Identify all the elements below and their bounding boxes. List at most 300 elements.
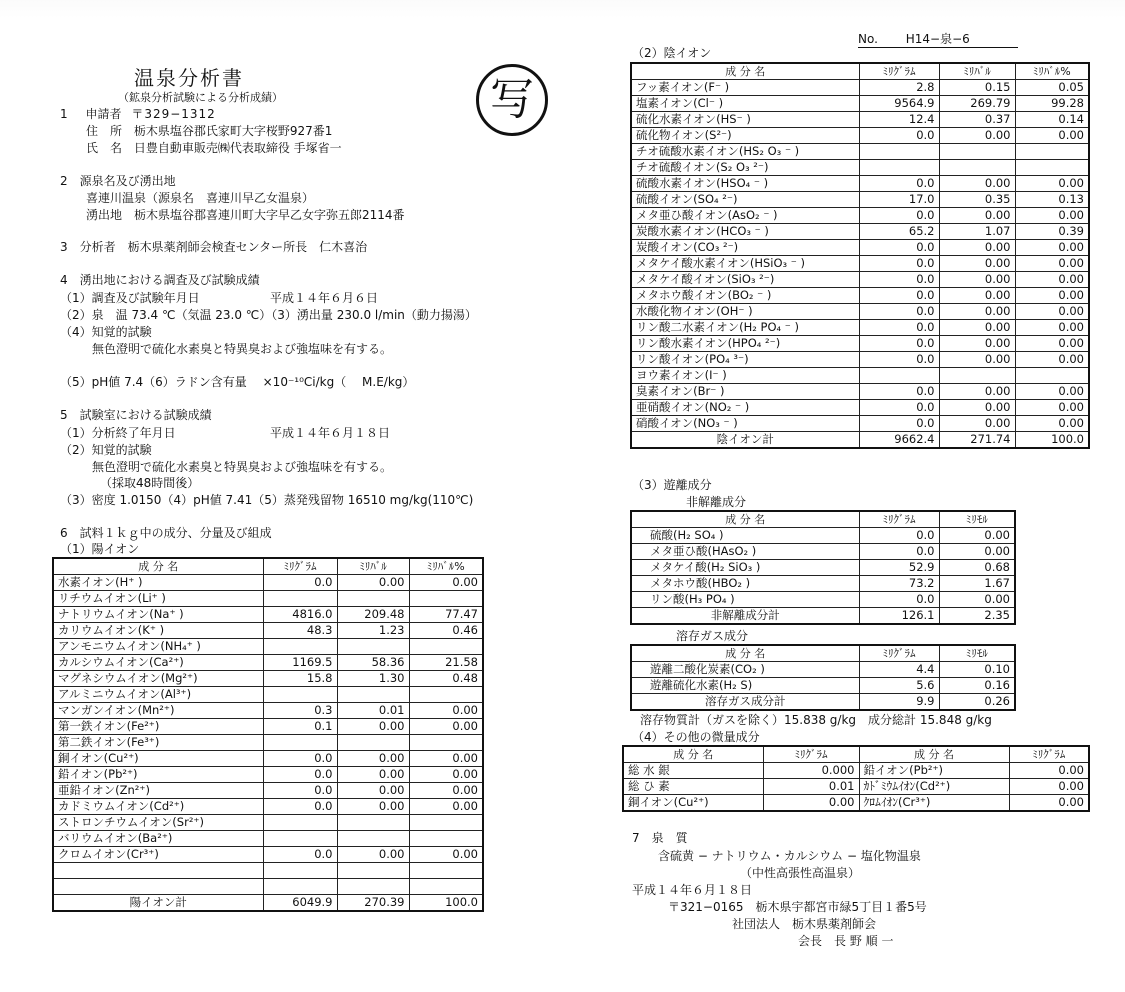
trace-value-cell: 0.000 — [763, 763, 859, 779]
section-7-heading: 7 泉 質 — [632, 831, 688, 845]
anion-value-cell: 2.8 — [859, 80, 939, 96]
cation-value-cell: 0.48 — [409, 671, 483, 687]
anion-name-cell: 亜硝酸イオン(NO₂ ⁻ ) — [631, 400, 859, 416]
trace-value-cell: 0.00 — [1009, 795, 1089, 812]
cation-value-cell: 0.00 — [337, 575, 409, 591]
issuer-president: 会長 長 野 順 一 — [798, 934, 894, 948]
cation-name-cell: マグネシウムイオン(Mg²⁺) — [53, 671, 263, 687]
anion-row — [631, 304, 1089, 320]
anion-value-cell: 0.15 — [939, 80, 1015, 96]
cation-name-cell: バリウムイオン(Ba²⁺) — [53, 831, 263, 847]
name-value: 日豊自動車販売㈱代表取締役 手塚省一 — [133, 141, 342, 155]
anion-row — [631, 400, 1089, 416]
cation-name-cell: クロムイオン(Cr³⁺) — [53, 847, 263, 863]
anion-row — [631, 176, 1089, 192]
section-5-date-label: （1）分析終了年月日 — [60, 426, 176, 440]
trace-header-name-2: 成 分 名 — [859, 746, 1009, 763]
gases-total-row — [631, 694, 1015, 711]
section-5-date: 平成１４年６月１８日 — [270, 426, 391, 440]
anion-value-cell: 0.00 — [939, 400, 1015, 416]
anion-value-cell: 0.00 — [1015, 352, 1089, 368]
anion-total-mval: 271.74 — [939, 432, 1015, 449]
undissociated-value-cell: 0.00 — [939, 528, 1015, 544]
cation-value-cell: 0.0 — [263, 575, 337, 591]
cation-name-cell — [53, 863, 263, 879]
doc-no-value: H14−泉−6 — [905, 32, 970, 46]
undissociated-total-mg: 126.1 — [859, 608, 939, 625]
cation-value-cell — [263, 639, 337, 655]
undissociated-header-name: 成 分 名 — [631, 511, 859, 528]
anion-value-cell: 1.07 — [939, 224, 1015, 240]
trace-name-cell: 総 水 銀 — [623, 763, 763, 779]
trace-row — [623, 763, 1089, 779]
gases-total-mmol: 0.26 — [939, 694, 1015, 711]
trace-header-mg-2: ﾐﾘｸﾞﾗﾑ — [1009, 746, 1089, 763]
cation-total-mval: 270.39 — [337, 895, 409, 912]
gas-name-cell: 遊離二酸化炭素(CO₂ ) — [631, 662, 859, 678]
section-4-sensory-label: （4）知覚的試験 — [60, 325, 152, 339]
anion-value-cell: 0.00 — [939, 176, 1015, 192]
applicant-zip: 〒329−1312 — [131, 107, 216, 121]
cation-row — [53, 655, 483, 671]
anion-row — [631, 208, 1089, 224]
cation-value-cell: 77.47 — [409, 607, 483, 623]
cation-row — [53, 623, 483, 639]
anion-value-cell: 0.00 — [939, 272, 1015, 288]
anion-value-cell: 0.00 — [939, 128, 1015, 144]
undissociated-total-row — [631, 608, 1015, 625]
cation-row — [53, 671, 483, 687]
anion-value-cell: 0.0 — [859, 304, 939, 320]
cation-row — [53, 751, 483, 767]
anion-row — [631, 320, 1089, 336]
anion-value-cell: 0.00 — [1015, 320, 1089, 336]
trace-table — [622, 745, 1090, 812]
undissociated-name-cell: メタホウ酸(HBO₂ ) — [631, 576, 859, 592]
cation-row — [53, 639, 483, 655]
gas-value-cell: 0.16 — [939, 678, 1015, 694]
anion-value-cell: 0.0 — [859, 320, 939, 336]
anion-row — [631, 368, 1089, 384]
anion-row — [631, 352, 1089, 368]
cation-header-mval-percent: ﾐﾘﾊﾞﾙ% — [409, 558, 483, 575]
cation-value-cell: 0.01 — [337, 703, 409, 719]
anion-value-cell: 0.0 — [859, 176, 939, 192]
cation-value-cell — [337, 863, 409, 879]
cation-value-cell — [409, 687, 483, 703]
section-5-sensory: 無色澄明で硫化水素臭と特異臭および強塩味を有する。 — [92, 460, 393, 474]
anion-value-cell: 0.00 — [939, 384, 1015, 400]
cation-value-cell: 0.1 — [263, 719, 337, 735]
anion-row — [631, 288, 1089, 304]
cation-value-cell: 0.00 — [409, 719, 483, 735]
cation-value-cell: 0.3 — [263, 703, 337, 719]
anion-value-cell: 17.0 — [859, 192, 939, 208]
free-components-label: （3）遊離成分 — [632, 478, 712, 492]
anion-value-cell: 65.2 — [859, 224, 939, 240]
anion-name-cell: チオ硫酸イオン(S₂ O₃ ²⁻) — [631, 160, 859, 176]
cation-name-cell — [53, 879, 263, 895]
cation-value-cell: 0.46 — [409, 623, 483, 639]
anion-name-cell: メタホウ酸イオン(BO₂ ⁻ ) — [631, 288, 859, 304]
anion-value-cell: 0.0 — [859, 416, 939, 432]
anion-total-mval-percent: 100.0 — [1015, 432, 1089, 449]
anion-header-mval-percent: ﾐﾘﾊﾞﾙ% — [1015, 63, 1089, 80]
trace-header-row — [623, 746, 1089, 763]
anion-header-mg: ﾐﾘｸﾞﾗﾑ — [859, 63, 939, 80]
cation-value-cell: 48.3 — [263, 623, 337, 639]
anion-value-cell: 0.13 — [1015, 192, 1089, 208]
anion-value-cell: 0.0 — [859, 336, 939, 352]
cation-value-cell: 1.23 — [337, 623, 409, 639]
cation-value-cell — [337, 639, 409, 655]
section-5-sensory-label: （2）知覚的試験 — [60, 443, 152, 457]
name-label: 氏 名 — [86, 141, 123, 155]
anion-value-cell: 0.0 — [859, 208, 939, 224]
cation-name-cell: マンガンイオン(Mn²⁺) — [53, 703, 263, 719]
undissociated-value-cell: 0.0 — [859, 544, 939, 560]
undissociated-value-cell: 0.0 — [859, 528, 939, 544]
cation-row — [53, 687, 483, 703]
anion-value-cell: 0.0 — [859, 384, 939, 400]
trace-name-cell: 鉛イオン(Pb²⁺) — [859, 763, 1009, 779]
dissolved-gases-label: 溶存ガス成分 — [676, 629, 749, 643]
cation-header-row — [53, 558, 483, 575]
gases-header-mg: ﾐﾘｸﾞﾗﾑ — [859, 645, 939, 662]
section-4-sensory: 無色澄明で硫化水素臭と特異臭および強塩味を有する。 — [92, 342, 393, 356]
undissociated-row — [631, 544, 1015, 560]
anion-row — [631, 112, 1089, 128]
issuer-address: 〒321−0165 栃木県宇都宮市緑5丁目１番5号 — [668, 900, 927, 914]
anion-value-cell: 0.37 — [939, 112, 1015, 128]
cation-header-mval: ﾐﾘﾊﾞﾙ — [337, 558, 409, 575]
cation-name-cell: 鉛イオン(Pb²⁺) — [53, 767, 263, 783]
anion-value-cell: 12.4 — [859, 112, 939, 128]
cation-value-cell — [337, 815, 409, 831]
anion-row — [631, 160, 1089, 176]
undissociated-header-mg: ﾐﾘｸﾞﾗﾑ — [859, 511, 939, 528]
anion-value-cell: 0.0 — [859, 256, 939, 272]
anion-value-cell: 0.00 — [1015, 240, 1089, 256]
cation-name-cell: アルミニウムイオン(Al³⁺) — [53, 687, 263, 703]
cation-name-cell: カリウムイオン(K⁺ ) — [53, 623, 263, 639]
anion-header-mval: ﾐﾘﾊﾞﾙ — [939, 63, 1015, 80]
section-1-name — [86, 139, 342, 156]
undissociated-value-cell: 0.00 — [939, 592, 1015, 608]
cation-value-cell: 0.00 — [337, 719, 409, 735]
undissociated-value-cell: 0.00 — [939, 544, 1015, 560]
cation-value-cell — [409, 879, 483, 895]
trace-header-name-1: 成 分 名 — [623, 746, 763, 763]
anions-label: （2）陰イオン — [632, 46, 712, 60]
anion-value-cell: 0.00 — [939, 416, 1015, 432]
anion-name-cell: 炭酸水素イオン(HCO₃ ⁻ ) — [631, 224, 859, 240]
cation-value-cell: 0.00 — [337, 767, 409, 783]
anion-value-cell: 0.00 — [1015, 128, 1089, 144]
cation-row — [53, 607, 483, 623]
anion-value-cell — [1015, 368, 1089, 384]
cation-name-cell: リチウムイオン(Li⁺ ) — [53, 591, 263, 607]
section-6-heading: 6 試料１ｋｇ中の成分、分量及び組成 — [60, 526, 272, 540]
cation-value-cell: 0.00 — [409, 575, 483, 591]
anion-header-row — [631, 63, 1089, 80]
anion-total-label: 陰イオン計 — [631, 432, 859, 449]
gas-row — [631, 662, 1015, 678]
cation-name-cell: 銅イオン(Cu²⁺) — [53, 751, 263, 767]
issue-date: 平成１４年６月１８日 — [632, 883, 753, 897]
anion-value-cell: 0.00 — [939, 288, 1015, 304]
cation-value-cell: 0.00 — [409, 751, 483, 767]
section-3-analyst: 3 分析者 栃木県薬剤師会検査センター所長 仁木喜治 — [60, 240, 368, 254]
applicant-label: 申請者 — [85, 107, 122, 121]
anion-name-cell: メタケイ酸イオン(SiO₃ ²⁻) — [631, 272, 859, 288]
anion-row — [631, 256, 1089, 272]
cation-value-cell — [409, 815, 483, 831]
undissociated-total-label: 非解離成分計 — [631, 608, 859, 625]
cation-value-cell — [263, 831, 337, 847]
section-5-heading: 5 試験室における試験成績 — [60, 408, 212, 422]
anion-value-cell: 0.00 — [1015, 400, 1089, 416]
cation-value-cell: 58.36 — [337, 655, 409, 671]
cation-total-mval-percent: 100.0 — [409, 895, 483, 912]
trace-row — [623, 795, 1089, 812]
undissociated-name-cell: メタ亜ひ酸(HAsO₂ ) — [631, 544, 859, 560]
cation-row — [53, 735, 483, 751]
cation-value-cell — [337, 687, 409, 703]
anion-value-cell: 0.0 — [859, 352, 939, 368]
document-subtitle: （鉱泉分析試験による分析成績） — [118, 91, 283, 104]
cation-value-cell — [337, 831, 409, 847]
anion-value-cell — [859, 368, 939, 384]
anion-value-cell: 0.00 — [1015, 288, 1089, 304]
cation-row — [53, 767, 483, 783]
trace-header-mg-1: ﾐﾘｸﾞﾗﾑ — [763, 746, 859, 763]
cation-name-cell: ストロンチウムイオン(Sr²⁺) — [53, 815, 263, 831]
cation-total-mg: 6049.9 — [263, 895, 337, 912]
anion-row — [631, 272, 1089, 288]
cation-value-cell — [409, 591, 483, 607]
anion-value-cell: 0.00 — [939, 256, 1015, 272]
cation-value-cell: 0.00 — [337, 847, 409, 863]
section-1-address — [86, 122, 332, 139]
gases-header-mmol: ﾐﾘﾓﾙ — [939, 645, 1015, 662]
cation-row — [53, 879, 483, 895]
section-4-ph-radon: （5）pH値 7.4（6）ラドン含有量 ×10⁻¹⁰Ci/kg（ M.E/kg） — [60, 375, 415, 389]
undissociated-table — [630, 510, 1016, 625]
cation-value-cell: 0.0 — [263, 847, 337, 863]
cation-value-cell: 0.00 — [409, 703, 483, 719]
anion-value-cell: 0.00 — [1015, 384, 1089, 400]
anion-value-cell: 0.00 — [1015, 336, 1089, 352]
cation-value-cell: 0.00 — [409, 799, 483, 815]
section-5-density-ph-residue: （3）密度 1.0150（4）pH値 7.41（5）蒸発残留物 16510 mg/kg(110℃) — [60, 493, 474, 507]
anion-name-cell: メタ亜ひ酸イオン(AsO₂ ⁻ ) — [631, 208, 859, 224]
section-4-heading: 4 湧出地における調査及び試験成績 — [60, 273, 260, 287]
section-5-sampling-note: （採取48時間後） — [100, 476, 200, 490]
cation-value-cell: 0.00 — [409, 767, 483, 783]
anion-value-cell: 0.00 — [1015, 256, 1089, 272]
undissociated-header-row — [631, 511, 1015, 528]
cation-value-cell: 0.0 — [263, 751, 337, 767]
undissociated-value-cell: 1.67 — [939, 576, 1015, 592]
gas-name-cell: 遊離硫化水素(H₂ S) — [631, 678, 859, 694]
cation-value-cell — [409, 735, 483, 751]
anion-name-cell: 塩素イオン(Cl⁻ ) — [631, 96, 859, 112]
gas-value-cell: 0.10 — [939, 662, 1015, 678]
anion-table — [630, 62, 1090, 449]
trace-row — [623, 779, 1089, 795]
undissociated-name-cell: リン酸(H₃ PO₄ ) — [631, 592, 859, 608]
cation-value-cell: 0.0 — [263, 767, 337, 783]
anion-value-cell: 0.0 — [859, 288, 939, 304]
cation-row — [53, 783, 483, 799]
cation-name-cell: 第一鉄イオン(Fe²⁺) — [53, 719, 263, 735]
anion-row — [631, 416, 1089, 432]
anion-value-cell: 9564.9 — [859, 96, 939, 112]
anion-row — [631, 240, 1089, 256]
anion-value-cell: 0.00 — [939, 336, 1015, 352]
cation-header-mg: ﾐﾘｸﾞﾗﾑ — [263, 558, 337, 575]
trace-name-cell: ｶﾄﾞﾐｳﾑｲｵﾝ(Cd²⁺) — [859, 779, 1009, 795]
spring-quality: 含硫黄 − ナトリウム・カルシウム − 塩化物温泉 — [658, 849, 921, 863]
cation-total-label: 陽イオン計 — [53, 895, 263, 912]
cation-value-cell — [337, 735, 409, 751]
gas-row — [631, 678, 1015, 694]
cation-value-cell: 0.00 — [409, 847, 483, 863]
doc-no-label: No. — [858, 32, 878, 46]
cation-value-cell — [409, 863, 483, 879]
anion-row — [631, 80, 1089, 96]
anion-row — [631, 192, 1089, 208]
anion-value-cell: 0.00 — [1015, 304, 1089, 320]
cation-value-cell: 0.00 — [337, 799, 409, 815]
cation-name-cell: カルシウムイオン(Ca²⁺) — [53, 655, 263, 671]
anion-value-cell: 0.0 — [859, 272, 939, 288]
section-1-number: 1 — [60, 107, 68, 121]
anion-name-cell: 炭酸イオン(CO₃ ²⁻) — [631, 240, 859, 256]
anion-value-cell: 0.00 — [1015, 272, 1089, 288]
address-label: 住 所 — [86, 124, 123, 138]
source-name: 喜連川温泉（源泉名 喜連川早乙女温泉） — [86, 191, 315, 205]
anion-value-cell: 0.00 — [939, 320, 1015, 336]
anion-name-cell: 硫酸水素イオン(HSO₄ ⁻ ) — [631, 176, 859, 192]
cation-value-cell — [337, 591, 409, 607]
cation-row — [53, 831, 483, 847]
trace-value-cell: 0.01 — [763, 779, 859, 795]
gases-total-label: 溶存ガス成分計 — [631, 694, 859, 711]
cation-table — [52, 557, 484, 912]
issuer-organization: 社団法人 栃木県薬剤師会 — [732, 917, 877, 931]
cation-row — [53, 719, 483, 735]
anion-name-cell: リン酸イオン(PO₄ ³⁻) — [631, 352, 859, 368]
cation-header-name: 成 分 名 — [53, 558, 263, 575]
cation-row — [53, 847, 483, 863]
anion-value-cell: 0.00 — [939, 352, 1015, 368]
anion-value-cell: 0.0 — [859, 128, 939, 144]
cation-value-cell — [409, 831, 483, 847]
anion-name-cell: 硫酸イオン(SO₄ ²⁻) — [631, 192, 859, 208]
cation-value-cell: 0.0 — [263, 783, 337, 799]
anion-name-cell: チオ硫酸水素イオン(HS₂ O₃ ⁻ ) — [631, 144, 859, 160]
anion-value-cell: 0.14 — [1015, 112, 1089, 128]
cation-row — [53, 863, 483, 879]
anion-value-cell: 0.39 — [1015, 224, 1089, 240]
anion-name-cell: 硫化物イオン(S²⁻) — [631, 128, 859, 144]
trace-components-label: （4）その他の微量成分 — [632, 730, 760, 744]
cation-name-cell: 亜鉛イオン(Zn²⁺) — [53, 783, 263, 799]
trace-value-cell: 0.00 — [1009, 763, 1089, 779]
cation-row — [53, 815, 483, 831]
anion-name-cell: 水酸化物イオン(OH⁻ ) — [631, 304, 859, 320]
cation-value-cell — [263, 591, 337, 607]
document-title: 温泉分析書 — [134, 66, 244, 90]
anion-value-cell — [939, 160, 1015, 176]
trace-name-cell: 総 ひ 素 — [623, 779, 763, 795]
cation-value-cell: 0.0 — [263, 799, 337, 815]
anion-row — [631, 96, 1089, 112]
cation-value-cell — [263, 687, 337, 703]
undissociated-row — [631, 592, 1015, 608]
undissociated-total-mmol: 2.35 — [939, 608, 1015, 625]
section-4-date: 平成１４年６月６日 — [270, 291, 379, 305]
undissociated-value-cell: 52.9 — [859, 560, 939, 576]
anion-value-cell — [859, 160, 939, 176]
anion-value-cell — [1015, 144, 1089, 160]
anion-name-cell: 臭素イオン(Br⁻ ) — [631, 384, 859, 400]
undissociated-value-cell: 0.68 — [939, 560, 1015, 576]
anion-name-cell: 硝酸イオン(NO₃ ⁻ ) — [631, 416, 859, 432]
anion-value-cell: 0.0 — [859, 240, 939, 256]
cation-value-cell: 4816.0 — [263, 607, 337, 623]
anion-name-cell: リン酸水素イオン(HPO₄ ²⁻) — [631, 336, 859, 352]
cation-value-cell — [263, 815, 337, 831]
anion-value-cell: 0.00 — [1015, 416, 1089, 432]
cation-value-cell: 15.8 — [263, 671, 337, 687]
document-number — [858, 30, 1018, 48]
anion-total-row — [631, 432, 1089, 449]
undissociated-value-cell: 0.0 — [859, 592, 939, 608]
cation-value-cell: 1169.5 — [263, 655, 337, 671]
anion-header-name: 成 分 名 — [631, 63, 859, 80]
cation-value-cell — [409, 639, 483, 655]
gas-value-cell: 4.4 — [859, 662, 939, 678]
anion-total-mg: 9662.4 — [859, 432, 939, 449]
trace-value-cell: 0.00 — [1009, 779, 1089, 795]
cation-name-cell: カドミウムイオン(Cd²⁺) — [53, 799, 263, 815]
cation-value-cell — [263, 879, 337, 895]
cation-name-cell: 水素イオン(H⁺ ) — [53, 575, 263, 591]
gases-total-mg: 9.9 — [859, 694, 939, 711]
undissociated-header-mmol: ﾐﾘﾓﾙ — [939, 511, 1015, 528]
cation-value-cell — [263, 735, 337, 751]
cation-name-cell: 第二鉄イオン(Fe³⁺) — [53, 735, 263, 751]
anion-name-cell: ヨウ素イオン(I⁻ ) — [631, 368, 859, 384]
anion-value-cell — [939, 368, 1015, 384]
anion-value-cell: 0.35 — [939, 192, 1015, 208]
gases-header-name: 成 分 名 — [631, 645, 859, 662]
undissociated-row — [631, 576, 1015, 592]
anion-value-cell: 0.00 — [1015, 208, 1089, 224]
trace-name-cell: ｸﾛﾑｲｵﾝ(Cr³⁺) — [859, 795, 1009, 812]
gases-table — [630, 644, 1016, 711]
anion-row — [631, 224, 1089, 240]
anion-value-cell — [939, 144, 1015, 160]
anion-name-cell: フッ素イオン(F⁻ ) — [631, 80, 859, 96]
anion-row — [631, 384, 1089, 400]
cation-value-cell: 0.00 — [337, 783, 409, 799]
dissolved-substance-total: 溶存物質計（ガスを除く）15.838 g/kg 成分総計 15.848 g/kg — [640, 713, 992, 727]
section-4-temperature-flow: （2）泉 温 73.4 ℃（気温 23.0 ℃）（3）湧出量 230.0 l/min（動力揚湯） — [60, 308, 477, 322]
